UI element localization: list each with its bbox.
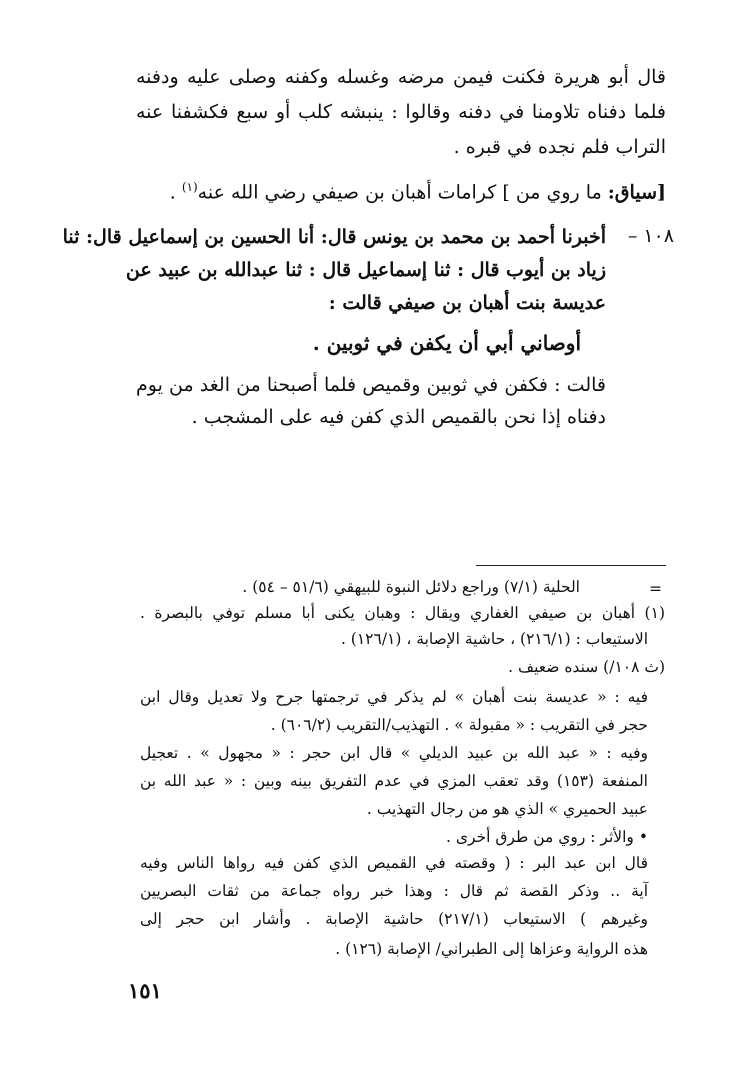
footnote-line: الحلية (٧/١) وراجع دلائل النبوة للبيهقي (٥١/٦ – ٥٤) .	[242, 578, 580, 596]
footnote-line: (١) أهبان بن صيفي الغفاري ويقال : وهبان يكنى أبا مسلم توفي بالبصرة .	[140, 604, 665, 622]
footnote-line: حجر في التقريب : « مقبولة » . التهذيب/التقريب (٦٠٦/٢) .	[270, 716, 648, 734]
footnote-line: (ث ١٠٨/) سنده ضعيف .	[508, 658, 665, 676]
hadith-line-2: زياد بن أيوب قال : ثنا إسماعيل قال : ثنا عبدالله بن عبيد عن	[125, 259, 606, 281]
intro-line-2: فلما دفناه تلاومنا في دفنه وقالوا : ينبشه كلب أو سبع فكشفنا عنه	[136, 101, 666, 123]
page-number: ١٥١	[128, 978, 162, 1003]
hadith-after-1: قالت : فكفن في ثوبين وقميص فلما أصبحنا من الغد من يوم	[136, 374, 606, 396]
hadith-quote: أوصاني أبي أن يكفن في ثوبين .	[312, 331, 581, 355]
footnote-line: وفيه : « عبد الله بن عبيد الديلي » قال ابن حجر : « مجهول » . تعجيل	[140, 744, 648, 762]
footnote-ref: (١)	[181, 180, 198, 194]
section-label: سياق:	[607, 181, 657, 204]
footnote-line: آية .. وذكر القصة ثم قال : وهذا خبر رواه جماعة من ثقات البصريين	[140, 882, 648, 900]
footnote-line: قال ابن عبد البر : ( وقصته في القميص الذي كفن فيه رواها الناس وفيه	[140, 854, 648, 872]
footnote-line: وغيرهم ) الاستيعاب (٢١٧/١) حاشية الإصابة . وأشار ابن حجر إلى	[140, 910, 649, 928]
footnote-line: عبيد الحميري » الذي هو من رجال التهذيب .	[366, 800, 648, 818]
section-heading: [سياق: ما روي من ] كرامات أهبان بن صيفي رضي الله عنه$^{(١)}$ .	[169, 180, 666, 204]
footnote-separator	[476, 565, 666, 566]
intro-line-1: قال أبو هريرة فكنت فيمن مرضه وغسله وكفنه وصلى عليه ودفنه	[136, 66, 666, 88]
intro-line-3: التراب فلم نجده في قبره .	[453, 136, 666, 158]
footnote-line: المنفعة (١٥٣) وقد تعقب المزي في عدم التفريق بينه وبين : « عبد الله بن	[140, 772, 648, 790]
footnote-line: • والأثر : روي من طرق أخرى .	[446, 828, 648, 846]
section-end: .	[169, 181, 176, 204]
hadith-line-3: عديسة بنت أهبان بن صيفي قالت :	[328, 292, 606, 314]
hadith-number: ١٠٨ –	[627, 225, 674, 247]
section-title: ما روي من ] كرامات أهبان بن صيفي رضي الله عنه	[197, 181, 602, 204]
footnote-line: هذه الرواية وعزاها إلى الطبراني/ الإصابة (١٢٦) .	[335, 940, 648, 958]
footnote-line: الاستيعاب : (٢١٦/١) ، حاشية الإصابة ، (١٢٦/١) .	[340, 630, 648, 648]
footnote-line: فيه : « عديسة بنت أهبان » لم يذكر في ترجمتها جرح ولا تعديل وقال ابن	[140, 688, 648, 706]
hadith-line-1: أخبرنا أحمد بن محمد بن يونس قال: أنا الحسين بن إسماعيل قال: ثنا	[62, 226, 606, 248]
hadith-after-2: دفناه إذا نحن بالقميص الذي كفن فيه على المشجب .	[191, 406, 606, 428]
continuation-marker: =	[649, 580, 662, 598]
